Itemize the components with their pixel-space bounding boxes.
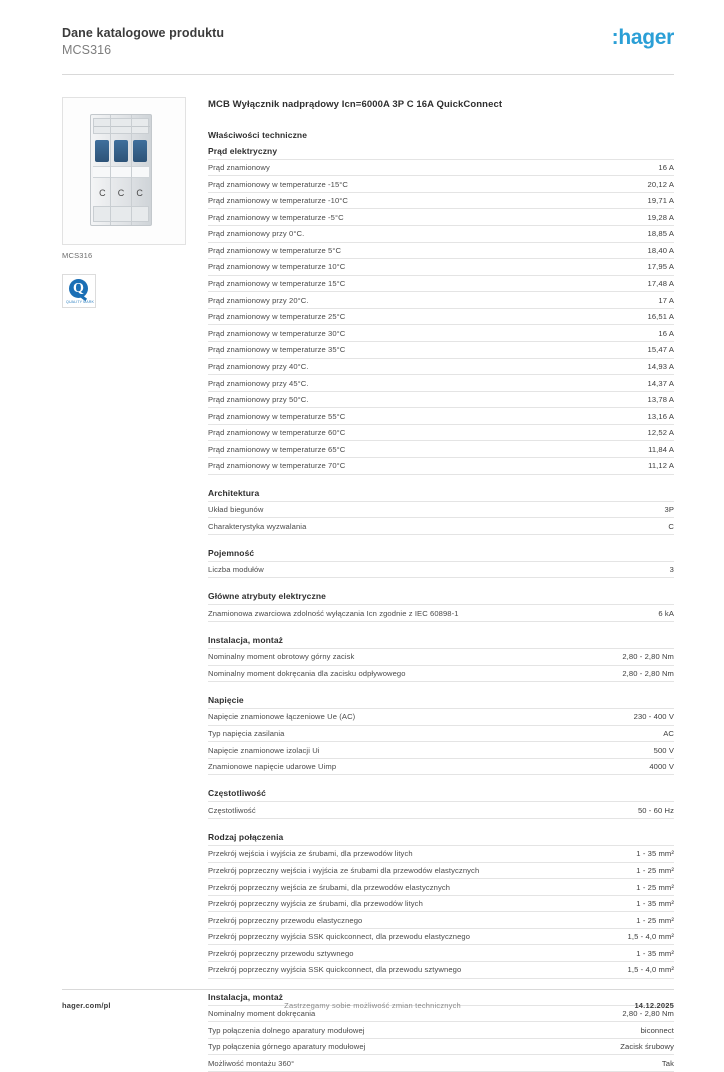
spec-value: 4000 V — [559, 758, 674, 775]
spec-table — [208, 501, 674, 535]
table-row — [208, 665, 674, 682]
product-image-caption: MCS316 — [62, 250, 93, 260]
spec-value: Zacisk śrubowy — [543, 1038, 674, 1055]
spec-label: Liczba modułów — [208, 561, 590, 578]
spec-table — [208, 648, 674, 682]
spec-label: Typ napięcia zasilania — [208, 725, 559, 742]
spec-label: Częstotliwość — [208, 802, 450, 819]
circuit-breaker-illustration — [90, 114, 152, 226]
spec-value: 14,37 A — [582, 375, 674, 392]
spec-value: 18,85 A — [582, 225, 674, 242]
spec-value: 17,48 A — [582, 275, 674, 292]
spec-value: 12,52 A — [582, 424, 674, 441]
breaker-top-terminal — [93, 118, 149, 134]
spec-table — [208, 708, 674, 775]
page-body — [0, 75, 724, 1072]
spec-sections — [208, 146, 674, 1072]
footer-disclaimer: Zastrzegamy sobie możliwość zmian technicznych — [284, 1001, 461, 1010]
table-row — [208, 945, 674, 962]
spec-label: Prąd znamionowy w temperaturze -15°C — [208, 176, 582, 193]
spec-value: C — [604, 518, 674, 535]
spec-value: 1,5 - 4,0 mm² — [596, 928, 674, 945]
spec-label: Przekrój poprzeczny przewodu sztywnego — [208, 945, 596, 962]
spec-label: Przekrój wejścia i wyjścia ze śrubami, dla przewodów litych — [208, 845, 596, 862]
table-row — [208, 912, 674, 929]
spec-label: Prąd znamionowy w temperaturze 65°C — [208, 441, 582, 458]
table-row — [208, 242, 674, 259]
spec-value: 11,12 A — [582, 458, 674, 475]
spec-table — [208, 561, 674, 579]
spec-value: 14,93 A — [582, 358, 674, 375]
spec-group-title: Główne atrybuty elektryczne — [208, 591, 326, 602]
q-mark-icon: Q — [69, 279, 88, 298]
breaker-toggles — [93, 140, 149, 162]
logo-colon-mark: : — [611, 26, 619, 49]
spec-group-title: Napięcie — [208, 695, 244, 706]
right-column — [208, 97, 674, 1072]
spec-value: 500 V — [559, 742, 674, 759]
table-row — [208, 209, 674, 226]
table-row — [208, 259, 674, 276]
table-row — [208, 325, 674, 342]
toggle-lever-3 — [133, 140, 147, 162]
breaker-seam-2 — [131, 115, 132, 225]
spec-label: Prąd znamionowy w temperaturze 10°C — [208, 259, 582, 276]
page-subtitle: MCS316 — [62, 43, 112, 58]
table-row — [208, 458, 674, 475]
certification-label: QUALITY MARK — [66, 299, 94, 304]
spec-group-title: Architektura — [208, 487, 260, 498]
product-image — [62, 97, 186, 245]
table-row — [208, 192, 674, 209]
spec-label: Przekrój poprzeczny wyjścia SSK quickconnect, dla przewodu elastycznego — [208, 928, 596, 945]
table-row — [208, 159, 674, 176]
footer-date: 14.12.2025 — [634, 1001, 674, 1010]
logo-text: hager — [618, 26, 674, 49]
product-heading: MCB Wyłącznik nadprądowy Icn=6000A 3P C 16A QuickConnect — [208, 98, 503, 110]
table-row — [208, 292, 674, 309]
spec-value: 15,47 A — [582, 341, 674, 358]
spec-value: 11,84 A — [582, 441, 674, 458]
spec-value: AC — [559, 725, 674, 742]
footer-divider — [62, 989, 674, 990]
spec-table — [208, 604, 674, 622]
table-row — [208, 1055, 674, 1072]
table-row — [208, 176, 674, 193]
table-row — [208, 424, 674, 441]
spec-value: 1,5 - 4,0 mm² — [596, 962, 674, 979]
header-titles — [62, 24, 224, 60]
spec-value: Tak — [543, 1055, 674, 1072]
spec-label: Prąd znamionowy w temperaturze -10°C — [208, 192, 582, 209]
pole-label-2: C — [117, 187, 125, 198]
spec-value: 16,51 A — [582, 308, 674, 325]
table-row — [208, 742, 674, 759]
table-row — [208, 408, 674, 425]
spec-label: Prąd znamionowy w temperaturze 25°C — [208, 308, 582, 325]
spec-table — [208, 159, 674, 475]
table-row — [208, 501, 674, 518]
spec-value: 1 - 35 mm² — [596, 895, 674, 912]
spec-value: 3 — [590, 561, 674, 578]
spec-label: Nominalny moment dokręcania dla zacisku odpływowego — [208, 665, 566, 682]
spec-label: Prąd znamionowy — [208, 159, 582, 176]
spec-label: Przekrój poprzeczny przewodu elastycznego — [208, 912, 596, 929]
table-row — [208, 308, 674, 325]
table-row — [208, 375, 674, 392]
spec-label: Charakterystyka wyzwalania — [208, 518, 604, 535]
table-row — [208, 709, 674, 726]
hager-logo — [612, 26, 674, 50]
spec-label: Napięcie znamionowe izolacji Ui — [208, 742, 559, 759]
table-row — [208, 1038, 674, 1055]
technical-properties-title: Właściwości techniczne — [208, 129, 308, 140]
spec-label: Znamionowa zwarciowa zdolność wyłączania Icn zgodnie z IEC 60898-1 — [208, 605, 634, 622]
table-row — [208, 358, 674, 375]
spec-value: 19,28 A — [582, 209, 674, 226]
breaker-label-window — [93, 166, 149, 178]
spec-group-title: Pojemność — [208, 547, 255, 558]
spec-value: 20,12 A — [582, 176, 674, 193]
spec-value: 13,16 A — [582, 408, 674, 425]
spec-label: Przekrój poprzeczny wyjścia ze śrubami, dla przewodów litych — [208, 895, 596, 912]
page-title: Dane katalogowe produktu — [62, 26, 225, 40]
spec-label: Nominalny moment dokręcania — [208, 1005, 543, 1022]
table-row — [208, 802, 674, 819]
spec-label: Prąd znamionowy przy 40°C. — [208, 358, 582, 375]
table-row — [208, 441, 674, 458]
table-row — [208, 561, 674, 578]
spec-group-title: Częstotliwość — [208, 788, 266, 799]
spec-label: Przekrój poprzeczny wejścia i wyjścia ze śrubami dla przewodów elastycznych — [208, 862, 596, 879]
breaker-pole-labels — [93, 182, 149, 204]
spec-table — [208, 845, 674, 979]
spec-label: Prąd znamionowy w temperaturze -5°C — [208, 209, 582, 226]
table-row — [208, 391, 674, 408]
spec-label: Przekrój poprzeczny wyjścia SSK quickconnect, dla przewodu sztywnego — [208, 962, 596, 979]
spec-label: Prąd znamionowy w temperaturze 70°C — [208, 458, 582, 475]
spec-label: Możliwość montażu 360° — [208, 1055, 543, 1072]
table-row — [208, 725, 674, 742]
spec-group-title: Prąd elektryczny — [208, 145, 278, 156]
spec-label: Typ połączenia dolnego aparatury modułowej — [208, 1022, 543, 1039]
table-row — [208, 879, 674, 896]
table-row — [208, 275, 674, 292]
table-row — [208, 1022, 674, 1039]
table-row — [208, 895, 674, 912]
spec-value: 2,80 - 2,80 Nm — [566, 648, 674, 665]
pole-label-3: C — [136, 187, 143, 198]
spec-value: 1 - 25 mm² — [596, 862, 674, 879]
table-row — [208, 758, 674, 775]
spec-value: 18,40 A — [582, 242, 674, 259]
spec-value: 1 - 35 mm² — [596, 945, 674, 962]
spec-value: 6 kA — [634, 605, 674, 622]
toggle-lever-1 — [95, 140, 109, 162]
spec-label: Prąd znamionowy przy 20°C. — [208, 292, 582, 309]
spec-label: Prąd znamionowy przy 0°C. — [208, 225, 582, 242]
spec-label: Prąd znamionowy w temperaturze 55°C — [208, 408, 582, 425]
spec-label: Prąd znamionowy w temperaturze 30°C — [208, 325, 582, 342]
spec-label: Prąd znamionowy przy 50°C. — [208, 391, 582, 408]
spec-value: 17 A — [582, 292, 674, 309]
spec-table — [208, 1005, 674, 1072]
spec-label: Przekrój poprzeczny wejścia ze śrubami, dla przewodów elastycznych — [208, 879, 596, 896]
table-row — [208, 845, 674, 862]
spec-value: 50 - 60 Hz — [450, 802, 674, 819]
spec-label: Układ biegunów — [208, 501, 604, 518]
spec-value: 1 - 25 mm² — [596, 879, 674, 896]
table-row — [208, 341, 674, 358]
pole-label-1: C — [99, 187, 106, 198]
spec-value: 19,71 A — [582, 192, 674, 209]
spec-value: 1 - 35 mm² — [596, 845, 674, 862]
spec-value: 13,78 A — [582, 391, 674, 408]
spec-value: 16 A — [582, 159, 674, 176]
spec-label: Prąd znamionowy w temperaturze 15°C — [208, 275, 582, 292]
toggle-lever-2 — [114, 140, 128, 162]
page-header — [0, 0, 724, 74]
spec-label: Prąd znamionowy w temperaturze 35°C — [208, 341, 582, 358]
spec-value: 16 A — [582, 325, 674, 342]
spec-label: Typ połączenia górnego aparatury modułowej — [208, 1038, 543, 1055]
spec-value: 1 - 25 mm² — [596, 912, 674, 929]
spec-value: 17,95 A — [582, 259, 674, 276]
spec-value: 230 - 400 V — [559, 709, 674, 726]
breaker-bottom-terminal — [93, 206, 149, 222]
spec-value: 2,80 - 2,80 Nm — [566, 665, 674, 682]
spec-value: 2,80 - 2,80 Nm — [543, 1005, 674, 1022]
spec-label: Nominalny moment obrotowy górny zacisk — [208, 648, 566, 665]
spec-label: Prąd znamionowy w temperaturze 5°C — [208, 242, 582, 259]
breaker-seam-1 — [110, 115, 111, 225]
quality-certification-icon — [62, 274, 96, 308]
table-row — [208, 605, 674, 622]
table-row — [208, 862, 674, 879]
spec-label: Napięcie znamionowe łączeniowe Ue (AC) — [208, 709, 559, 726]
spec-value: 3P — [604, 501, 674, 518]
spec-table — [208, 801, 674, 819]
spec-label: Prąd znamionowy przy 45°C. — [208, 375, 582, 392]
table-row — [208, 648, 674, 665]
table-row — [208, 518, 674, 535]
spec-group-title: Instalacja, montaż — [208, 634, 284, 645]
page-footer — [62, 1001, 674, 1010]
left-column — [62, 97, 186, 1072]
spec-label: Znamionowe napięcie udarowe Uimp — [208, 758, 559, 775]
table-row — [208, 928, 674, 945]
spec-group-title: Rodzaj połączenia — [208, 831, 284, 842]
table-row — [208, 225, 674, 242]
spec-group-title: Instalacja, montaż — [208, 991, 284, 1002]
footer-website-link[interactable]: hager.com/pl — [62, 1001, 111, 1010]
spec-value: biconnect — [543, 1022, 674, 1039]
spec-label: Prąd znamionowy w temperaturze 60°C — [208, 424, 582, 441]
table-row — [208, 962, 674, 979]
